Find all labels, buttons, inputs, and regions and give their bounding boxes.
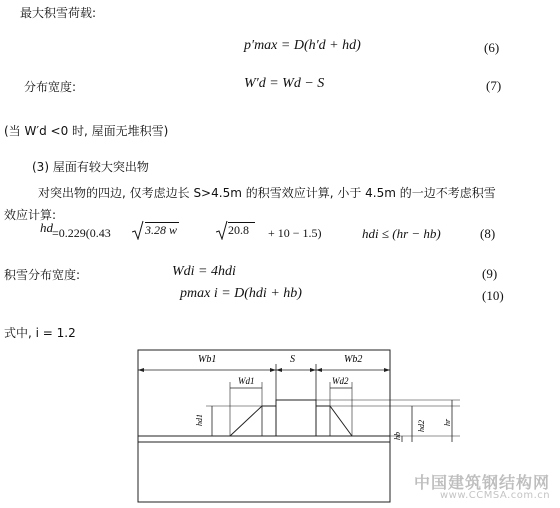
- formula-8-root-1: 3.28 w: [145, 223, 178, 237]
- label-wd1: Wd1: [238, 376, 255, 386]
- snow-distribution-width-label: 积雪分布宽度:: [4, 268, 81, 282]
- watermark-url: www.CCMSA.com.cn: [440, 490, 551, 501]
- max-snow-load-formula: p′max = D(h′d + hd): [244, 38, 361, 53]
- distribution-width-formula: W′d = Wd − S: [244, 76, 325, 91]
- formula-8-tail: + 10 − 1.5): [268, 226, 322, 240]
- where-line: 式中, i = 1.2: [4, 326, 76, 340]
- item-3-paragraph-line2: 效应计算:: [4, 208, 57, 222]
- label-s: S: [290, 354, 295, 365]
- equation-number-6: (6): [484, 40, 500, 55]
- formula-9: Wdi = 4hdi: [172, 264, 236, 279]
- protrusion-block: [276, 400, 316, 436]
- no-snow-note: (当 W′d <0 时, 屋面无堆积雪): [4, 124, 169, 138]
- item-3-heading: (3) 屋面有较大突出物: [32, 160, 149, 174]
- distribution-width-label: 分布宽度:: [24, 80, 77, 94]
- label-hb: hb: [393, 432, 402, 440]
- label-wb2: Wb2: [344, 354, 363, 365]
- formula-8-constraint: hdi ≤ (hr − hb): [362, 226, 441, 241]
- watermark-title: 中国建筑钢结构网: [414, 473, 551, 492]
- right-drift: [316, 406, 352, 436]
- label-hr: hr: [443, 418, 452, 426]
- equation-number-9: (9): [482, 266, 498, 281]
- label-wd2: Wd2: [332, 376, 349, 386]
- formula-8-coefficient: =0.229(0.43: [52, 226, 111, 240]
- label-wb1: Wb1: [198, 354, 217, 365]
- formula-8-root-2: 20.8: [228, 222, 255, 238]
- equation-number-7: (7): [486, 78, 502, 93]
- label-hd2: hd2: [417, 420, 426, 432]
- sqrt-sign-1: [132, 220, 144, 243]
- max-snow-load-label: 最大积雪荷载:: [20, 6, 97, 20]
- formula-8-lhs: hd: [40, 220, 53, 235]
- left-drift: [230, 406, 276, 436]
- equation-number-10: (10): [482, 288, 504, 303]
- formula-10: pmax i = D(hdi + hb): [180, 286, 302, 301]
- sqrt-sign-2: [216, 220, 228, 243]
- equation-number-8: (8): [480, 226, 496, 241]
- item-3-paragraph-line1: 对突出物的四边, 仅考虑边长 S>4.5m 的积雪效应计算, 小于 4.5m 的一边不考虑积雪: [38, 186, 496, 200]
- label-hd1: hd1: [195, 414, 204, 426]
